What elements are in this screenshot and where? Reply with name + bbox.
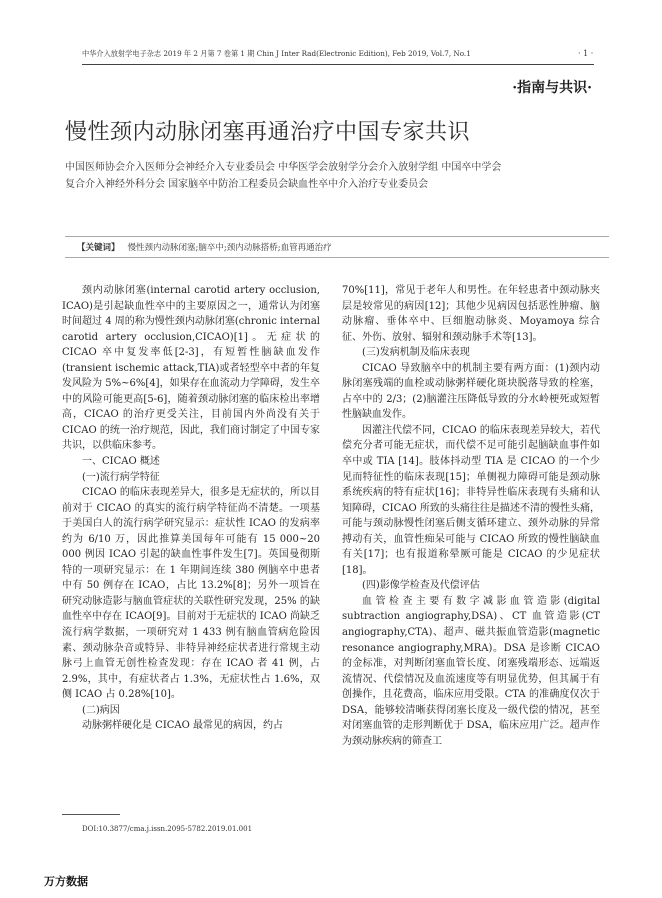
running-head: 中华介入放射学电子杂志 2019 年 2 月第 7 卷第 1 期 Chin J Inter Rad(Electronic Edition), Feb 2019, Vol.7, No.1: [82, 49, 471, 58]
paragraph: 动脉粥样硬化是 CICAO 最常见的病因，约占: [82, 720, 284, 732]
subsection-heading: (四)影像学检查及代偿评估: [362, 580, 480, 592]
section-heading: 一、CICAO 概述: [82, 456, 160, 468]
article-title: 慢性颈内动脉闭塞再通治疗中国专家共识: [65, 120, 471, 145]
section-label: ·指南与共识·: [512, 80, 592, 96]
wanfang-logo: 万方数据: [44, 875, 88, 888]
subsection-heading: (二)病因: [82, 704, 120, 716]
paragraph: 70%[11]，常见于老年人和男性。在年轻患者中颈动脉夹层是较常见的病因[12]；其他少见病因包括恶性肿瘤、脑动脉瘤、垂体卒中、巨细胞动脉炎、Moyamoya 综合征、外伤、放射、辐射和颈动脉手术等[13]。: [342, 285, 600, 343]
keywords-text: 慢性颈内动脉闭塞;脑卒中;颈内动脉搭桥;血管再通治疗: [127, 243, 332, 253]
paragraph: 因灌注代偿不同，CICAO 的临床表现差异较大，若代偿充分者可能无症状，而代偿不足可能引起脑缺血事件如卒中或 TIA [14]。肢体抖动型 TIA 是 CICAO 的一个少见而特征性的临床表现[15]；单侧视力障碍可能是颈动脉系统疾病的特有症状[16]；非特异性临床表现有头痛和认知障碍，CICAO 所致的头痛往往是描述不清的慢性头痛，可能与颈动脉慢性闭塞后侧支循环建立、颈外动脉的异常搏动有关，血管性痴呆可能与 CICAO 所致的慢性脑缺血有关[17]；也有报道称晕厥可能是 CICAO 的少见症状[18]。: [342, 424, 600, 576]
doi-footnote: DOI:10.3877/cma.j.issn.2095-5782.2019.01.001: [82, 825, 253, 833]
paragraph: CICAO 导致脑卒中的机制主要有两方面：(1)颈内动脉闭塞残端的血栓或动脉粥样硬化斑块脱落导致的栓塞，占卒中的 2/3；(2)脑灌注压降低导致的分水岭梗死或短暂性脑缺血发作。: [342, 362, 600, 421]
author-affiliations: 中国医师协会介入医师分会神经介入专业委员会 中华医学会放射学分会介入放射学组 中国卒中学会复合介入神经外科分会 国家脑卒中防治工程委员会缺血性卒中介入治疗专业委员会: [65, 162, 502, 190]
paragraph: 血管检查主要有数字减影血管造影(digital subtraction angiography,DSA)、CT 血管造影(CT angiography,CTA)、超声、磁共振血管造影(magnetic resonance angiography,MRA)。DSA 是诊断 CICAO 的金标准，对判断闭塞血管长度、闭塞残端形态、远端返流情况、代偿情况及血流速度等有明显优势，但其属于有创操作，且花费高，临床应用受限。CTA 的准确度仅次于 DSA，能够较清晰获得闭塞长度及一级代偿的情况，甚至对闭塞血管的走形判断优于 DSA，临床应用广泛。超声作为颈动脉疾病的筛查工: [342, 595, 600, 747]
subsection-heading: (三)发病机制及临床表现: [362, 347, 470, 359]
right-column: [342, 283, 600, 749]
keywords-box: [65, 236, 609, 258]
left-column: [62, 283, 320, 734]
subsection-heading: (一)流行病学特征: [82, 471, 160, 483]
paragraph: 颈内动脉闭塞(internal carotid artery occlusion, ICAO)是引起缺血性卒中的主要原因之一，通常认为闭塞时间超过 4 周的称为慢性颈内动脉闭塞(chronic internal carotid artery occlusion,CICAO)[1]。无症状的 CICAO 卒中复发率低[2-3]，有短暂性脑缺血发作(transient ischemic attack,TIA)或者轻型卒中者的年复发风险为 5%~6%[4]，如果存在血流动力学障碍，发生卒中的风险可能更高[5-6]，随着颈动脉闭塞的临床检出率增高，CICAO 的治疗更受关注，目前国内外尚没有关于 CICAO 的统一治疗规范，因此，我们商讨制定了中国专家共识，以供临床参考。: [62, 285, 320, 452]
paragraph: CICAO 的临床表现差异大，很多是无症状的，所以目前对于 CICAO 的真实的流行病学特征尚不清楚。一项基于美国白人的流行病学研究显示：症状性 ICAO 的发病率约为 6/10 万，因此推算美国每年可能有 15 000~20 000 例因 ICAO 引起的缺血性事件发生[7]。英国曼彻斯特的一项研究显示：在 1 年期间连续 380 例脑卒中患者中有 50 例存在 ICAO，占比 13.2%[8]；另外一项旨在研究动脉造影与脑血管症状的关联性研究发现，25% 的缺血性卒中存在 ICAO[9]。目前对于无症状的 ICAO 尚缺乏流行病学数据，一项研究对 1 433 例有脑血管病危险因素、颈动脉杂音或特异、非特异神经症状者进行常规主动脉弓上血管无创性检查发现：存在 ICAO 者 41 例，占 2.9%，其中，有症状者占 1.3%，无症状性占 1.6%，双侧 ICAO 占 0.28%[10]。: [62, 487, 320, 701]
header-rule: [82, 64, 594, 65]
footnote-rule: [62, 814, 120, 815]
keywords-label: 【关键词】: [77, 243, 120, 253]
page-number: · 1 ·: [578, 49, 594, 58]
